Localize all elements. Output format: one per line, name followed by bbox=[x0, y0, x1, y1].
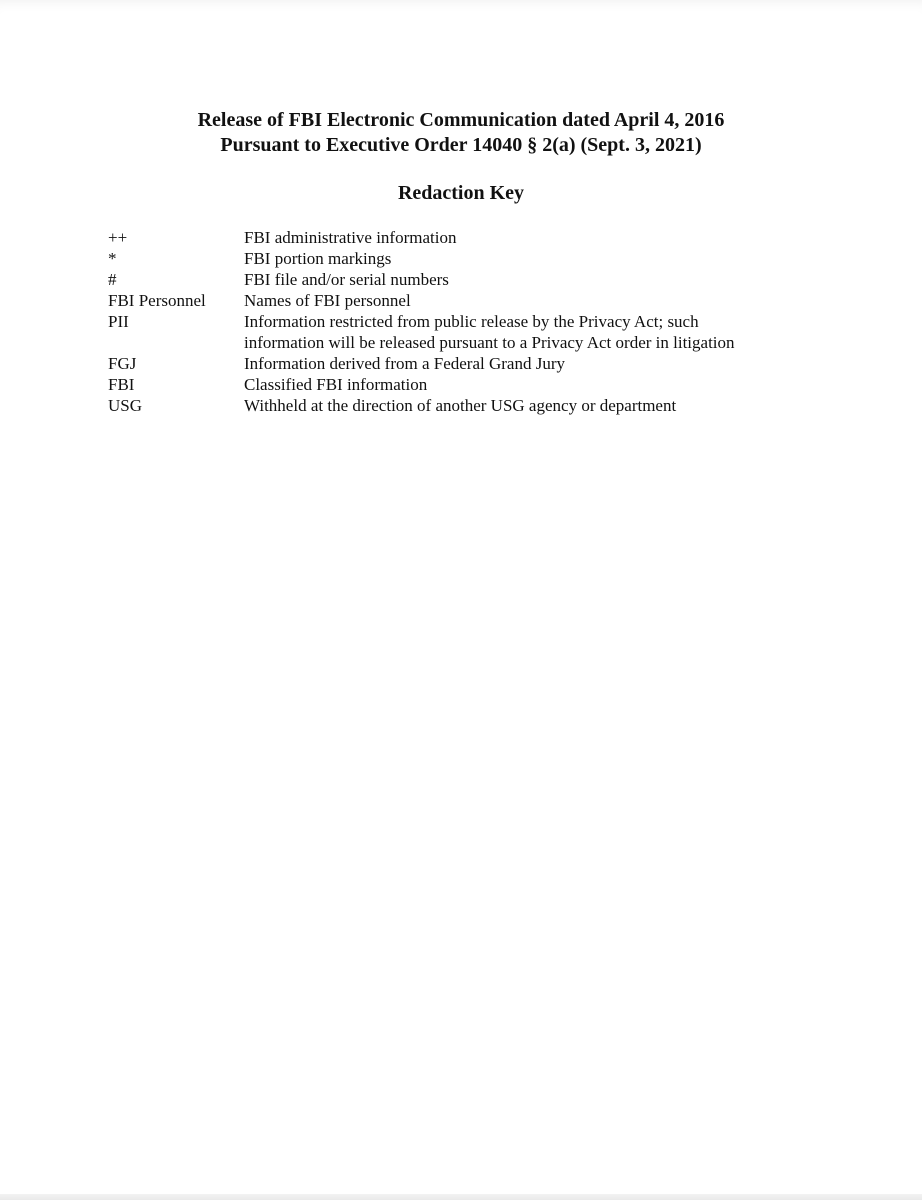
key-description-line-2: information will be released pursuant to a Privacy Act order in litigation bbox=[244, 333, 735, 352]
key-description bbox=[244, 311, 808, 353]
key-description: Classified FBI information bbox=[244, 375, 428, 394]
key-row bbox=[108, 353, 808, 374]
key-description: FBI administrative information bbox=[244, 228, 457, 247]
key-description: Information derived from a Federal Grand Jury bbox=[244, 354, 565, 373]
key-description-line-1: Information restricted from public release by the Privacy Act; such bbox=[244, 312, 699, 331]
key-description: Withheld at the direction of another USG agency or department bbox=[244, 396, 677, 415]
section-heading: Redaction Key bbox=[397, 182, 525, 204]
key-row bbox=[108, 395, 808, 416]
key-row bbox=[108, 227, 808, 248]
document-title bbox=[0, 108, 922, 158]
title-line-1: Release of FBI Electronic Communication dated April 4, 2016 bbox=[197, 109, 725, 131]
key-code: USG bbox=[108, 396, 143, 415]
key-code: FBI bbox=[108, 375, 135, 394]
key-code: # bbox=[108, 270, 117, 289]
key-code: PII bbox=[108, 312, 129, 331]
key-description: Names of FBI personnel bbox=[244, 291, 411, 310]
key-code: ++ bbox=[108, 228, 128, 247]
key-row bbox=[108, 311, 808, 353]
key-code: FBI Personnel bbox=[108, 291, 206, 310]
key-row bbox=[108, 248, 808, 269]
key-row bbox=[108, 374, 808, 395]
key-code: FGJ bbox=[108, 354, 137, 373]
key-code: * bbox=[108, 249, 117, 268]
key-description: FBI portion markings bbox=[244, 249, 392, 268]
key-row bbox=[108, 290, 808, 311]
redaction-key-table bbox=[108, 227, 808, 416]
key-description: FBI file and/or serial numbers bbox=[244, 270, 449, 289]
page-bottom-edge bbox=[0, 1194, 922, 1200]
title-line-2: Pursuant to Executive Order 14040 § 2(a) (Sept. 3, 2021) bbox=[220, 134, 702, 156]
key-row bbox=[108, 269, 808, 290]
